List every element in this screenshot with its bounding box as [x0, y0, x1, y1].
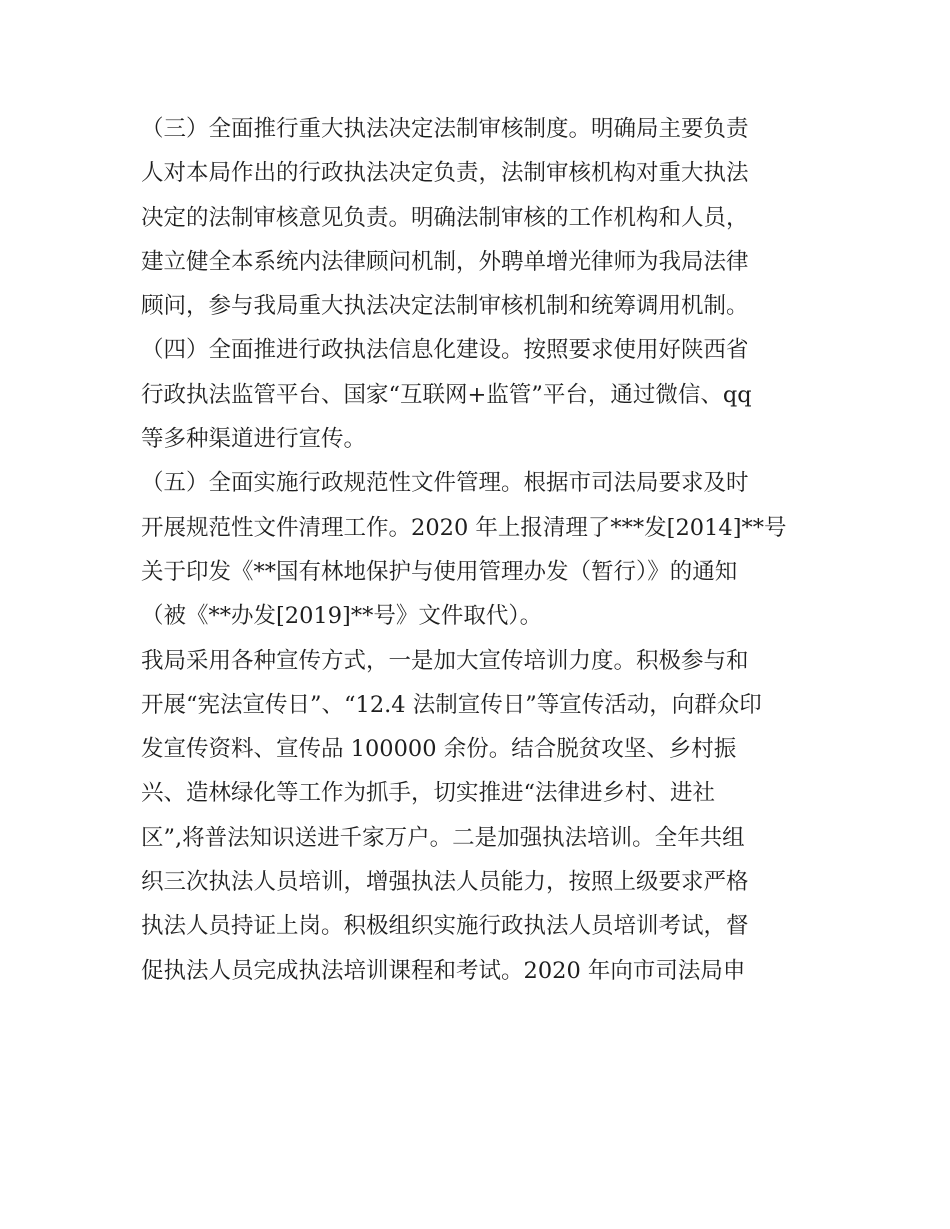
text-line: 区”,将普法知识送进千家万户。二是加强执法培训。全年共组 [141, 824, 745, 851]
text-line: 行政执法监管平台、国家“互联网+监管”平台，通过微信、qq [141, 381, 752, 408]
text-line: 开展规范性文件清理工作。2020 年上报清理了***发[2014]**号 [141, 514, 787, 541]
text-line: （五）全面实施行政规范性文件管理。根据市司法局要求及时 [141, 470, 749, 497]
text-line: 兴、造林绿化等工作为抓手，切实推进“法律进乡村、进社 [141, 780, 716, 807]
text-line: 决定的法制审核意见负责。明确法制审核的工作机构和人员， [141, 204, 749, 231]
text-line: 开展“宪法宣传日”、“12.4 法制宣传日”等宣传活动，向群众印 [141, 691, 762, 718]
text-line: （三）全面推行重大执法决定法制审核制度。明确局主要负责 [141, 116, 749, 142]
text-line: （四）全面推进行政执法信息化建设。按照要求使用好陕西省 [141, 337, 749, 364]
text-line: 等多种渠道进行宣传。 [141, 426, 367, 453]
text-line: 顾问，参与我局重大执法决定法制审核机制和统筹调用机制。 [141, 293, 749, 320]
text-line: 建立健全本系统内法律顾问机制，外聘单增光律师为我局法律 [141, 248, 749, 275]
text-line: 促执法人员完成执法培训课程和考试。2020 年向市司法局申 [141, 957, 746, 984]
text-line: 织三次执法人员培训，增强执法人员能力，按照上级要求严格 [141, 869, 749, 896]
document-body [141, 107, 821, 993]
text-line: 发宣传资料、宣传品 100000 余份。结合脱贫攻坚、乡村振 [141, 736, 737, 763]
text-line: 执法人员持证上岗。积极组织实施行政执法人员培训考试，督 [141, 913, 749, 940]
text-line: 人对本局作出的行政执法决定负责，法制审核机构对重大执法 [141, 160, 749, 187]
text-line: 我局采用各种宣传方式，一是加大宣传培训力度。积极参与和 [141, 647, 749, 674]
text-line: （被《**办发[2019]**号》文件取代）。 [141, 603, 543, 630]
text-line: 关于印发《**国有林地保护与使用管理办发（暂行）》的通知 [141, 558, 738, 585]
